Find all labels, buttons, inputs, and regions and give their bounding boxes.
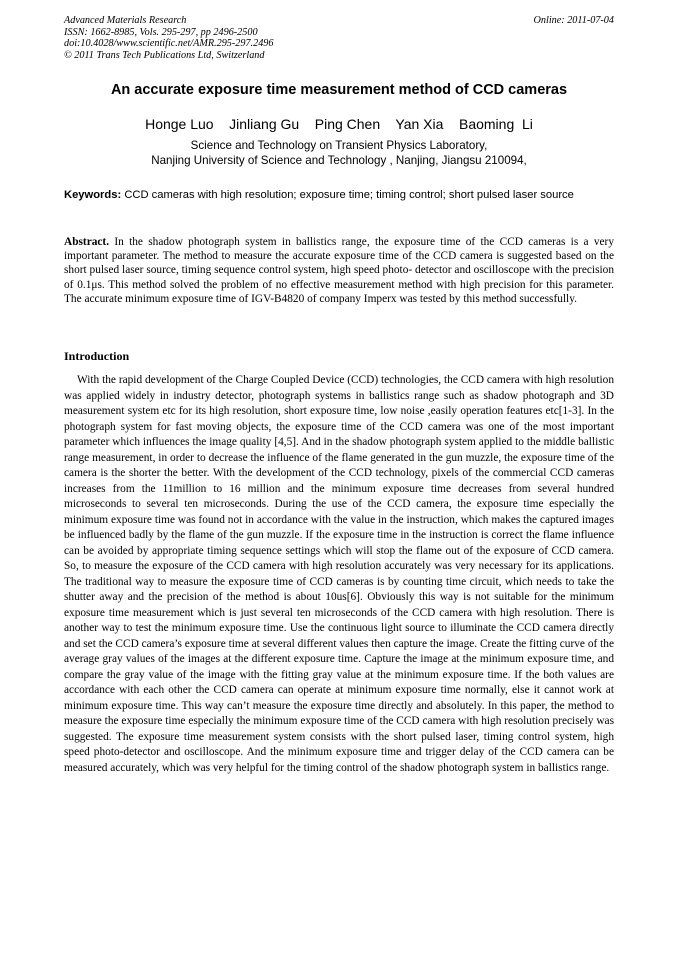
paper-title: An accurate exposure time measurement method of CCD cameras — [110, 82, 568, 98]
section-heading: Introduction — [64, 349, 130, 363]
affiliation-line: Nanjing University of Science and Technology , Nanjing, Jiangsu 210094, — [151, 153, 527, 167]
doi-line: doi:10.4028/www.scientific.net/AMR.295-297.2496 — [64, 38, 274, 50]
online-date: Online: 2011-07-04 — [533, 15, 614, 26]
introduction-paragraph: With the rapid development of the Charge Coupled Device (CCD) technologies, the CCD camera with high resolution was applied widely in industry detector, photograph systems in ballistics range such as shadow photograph and 3D measurement system etc for its high resolution, short exposure time, low noise ,easily operation features etc[1-3]. In the photograph system for fast moving objects, the exposure time of the CCD camera was one of the most important parameter which influences the image quality [4,5]. And in the shadow photograph system applied to the middle ballistic range measurement, in order to decrease the influence of the flame generated in the gun muzzle, the exposure time of the camera is the shorter the better. With the development of the CCD technology, pixels of the commercial CCD cameras increases from the 11million to 16 million and the minimum exposure time decreases from several hundred microseconds to several ten microseconds. During the use of the CCD camera, the exposure time especially the minimum exposure time was found not in accordance with the value in the instruction, which makes the captured images be influenced badly by the flame of the gun muzzle. If the exposure time in the instruction is correct the flame influence can be avoided by appropriate timing sequence settings which will stop the flame out of the exposure of CCD camera. So, to measure the exposure of the CCD camera with high resolution accurately was very necessary for its applications. The traditional way to measure the exposure time of CCD cameras is by counting time circuit, which needs to take the shutter away and the precision of the method is about 10us[6]. Obviously this way is not suitable for the minimum exposure time measurement which is just several ten microseconds of the CCD camera with high resolution. There is another way to test the minimum exposure time. Use the continuous light source to illuminate the CCD camera directly and set the CCD camera’s exposure time at several different values then capture the image. Create the fitting curve of the average gray values of the images at the different exposure time. Capture the image at the minimum exposure time, and compare the gray value of the image with the fitting gray value at the minimum exposure time. If the both values are accordance with each other the CCD camera can operate at minimum exposure time normally, else it cannot work at minimum exposure time. This way can’t measure the exposure time directly and absolutely. In this paper, the method to measure the exposure time especially the minimum exposure time of the CCD camera with high resolution precisely was suggested. The exposure time measurement system consists with the short pulsed laser, timing control system, high speed photo-detector and oscilloscope. And the minimum exposure time and trigger delay of the CCD camera can be measured accurately, which was very helpful for the timing control of the shadow photograph system in ballistics range. — [64, 374, 614, 774]
copyright-line: © 2011 Trans Tech Publications Ltd, Switzerland — [64, 49, 265, 61]
affiliation-line: Science and Technology on Transient Physics Laboratory, — [190, 139, 488, 152]
abstract — [64, 235, 614, 306]
affiliation — [0, 139, 678, 168]
keywords-text: CCD cameras with high resolution; exposure time; timing control; short pulsed laser source — [124, 189, 574, 201]
issn-line: ISSN: 1662-8985, Vols. 295-297, pp 2496-2500 — [64, 26, 258, 38]
keywords — [64, 189, 616, 203]
journal-header — [64, 15, 424, 61]
journal-name: Advanced Materials Research — [64, 15, 187, 26]
author-list: Honge Luo Jinliang Gu Ping Chen Yan Xia Baoming Li — [145, 116, 533, 132]
abstract-text: In the shadow photograph system in ballistics range, the exposure time of the CCD cameras is a very important parameter. The method to measure the accurate exposure time of the CCD camera is suggested based on the short pulsed laser source, timing sequence control system, high speed photo- detector and oscilloscope with the precision of 0.1μs. This method solved the problem of no effective measurement method with high precision for this parameter. The accurate minimum exposure time of IGV-B4820 of company Imperx was tested by this method successfully. — [64, 236, 614, 305]
keywords-label: Keywords: — [64, 189, 122, 201]
abstract-label: Abstract. — [64, 236, 110, 248]
